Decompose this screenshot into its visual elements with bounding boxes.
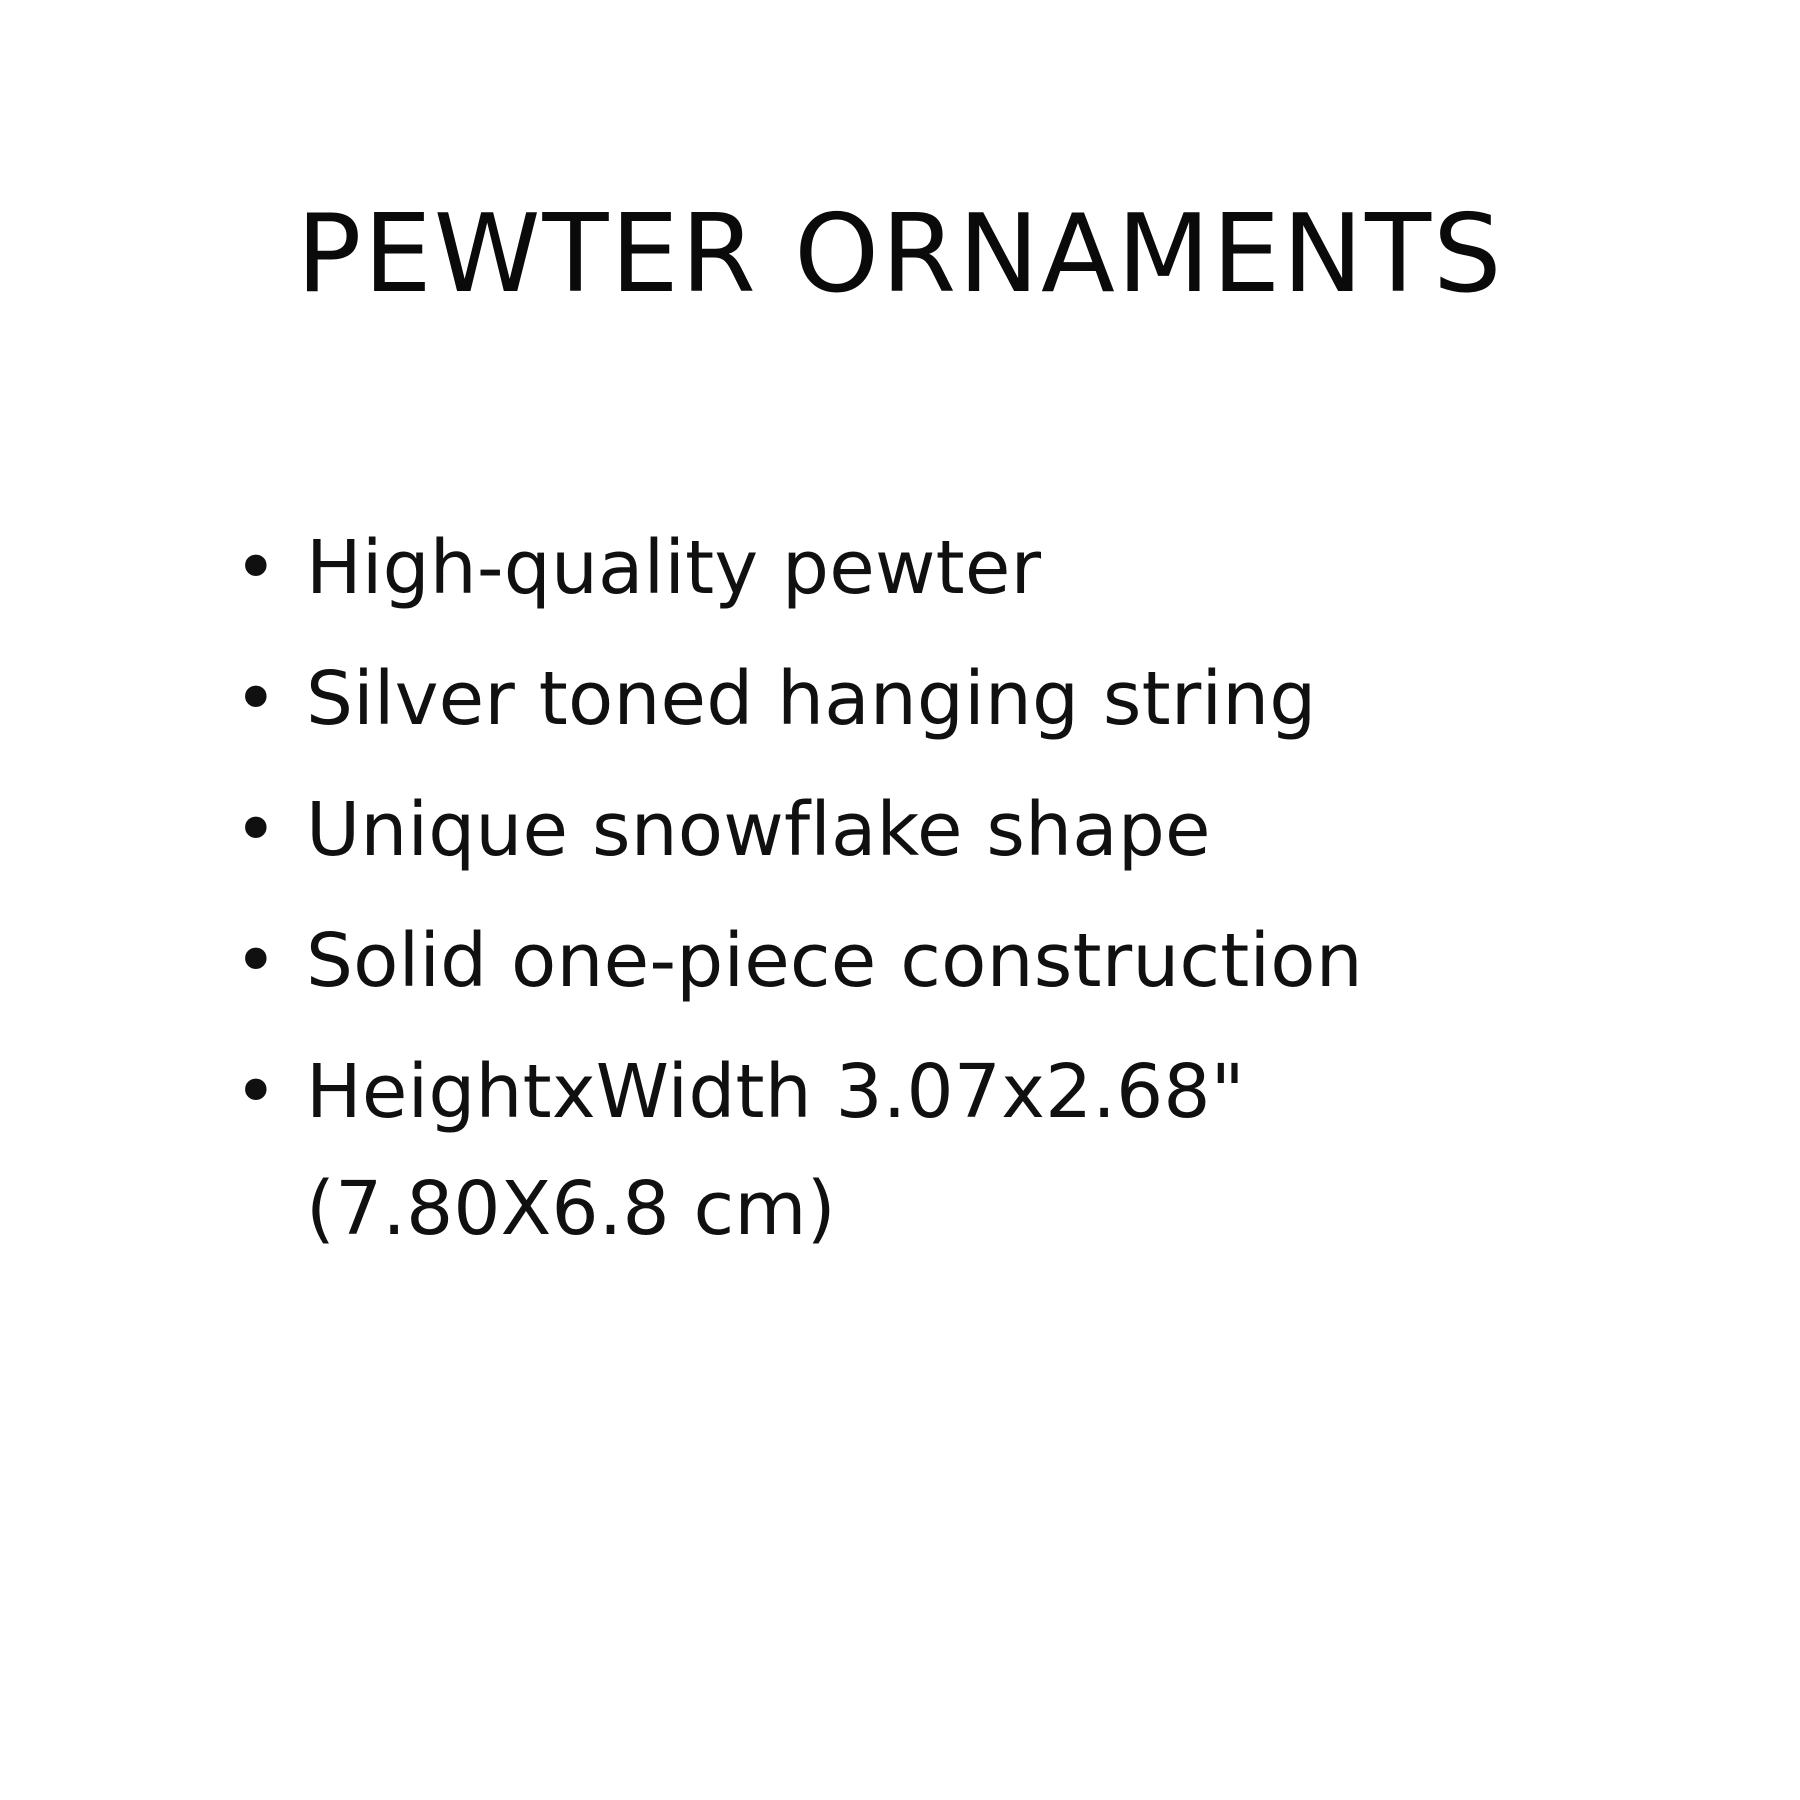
list-item (228, 1034, 1708, 1268)
list-item (228, 903, 1708, 1020)
list-item-label: Solid one-piece construction (306, 917, 1363, 1004)
bullet-icon: • (234, 1048, 278, 1135)
list-item-label: Silver toned hanging string (306, 655, 1317, 742)
list-item-label-group (306, 1034, 1708, 1268)
list-item-label: High-quality pewter (306, 525, 1042, 611)
list-item-label-secondary: (7.80X6.8 cm) (306, 1165, 836, 1252)
feature-list (228, 510, 1708, 1267)
list-item (228, 510, 1708, 627)
page-title: PEWTER ORNAMENTS (296, 192, 1504, 317)
bullet-icon: • (234, 917, 278, 1004)
list-item-label: HeightxWidth 3.07x2.68" (306, 1048, 1245, 1135)
list-item (228, 772, 1708, 889)
list-item-label: Unique snowflake shape (306, 786, 1211, 873)
bullet-icon: • (234, 786, 278, 873)
bullet-icon: • (234, 525, 278, 611)
list-item (228, 641, 1708, 758)
bullet-icon: • (234, 655, 278, 742)
